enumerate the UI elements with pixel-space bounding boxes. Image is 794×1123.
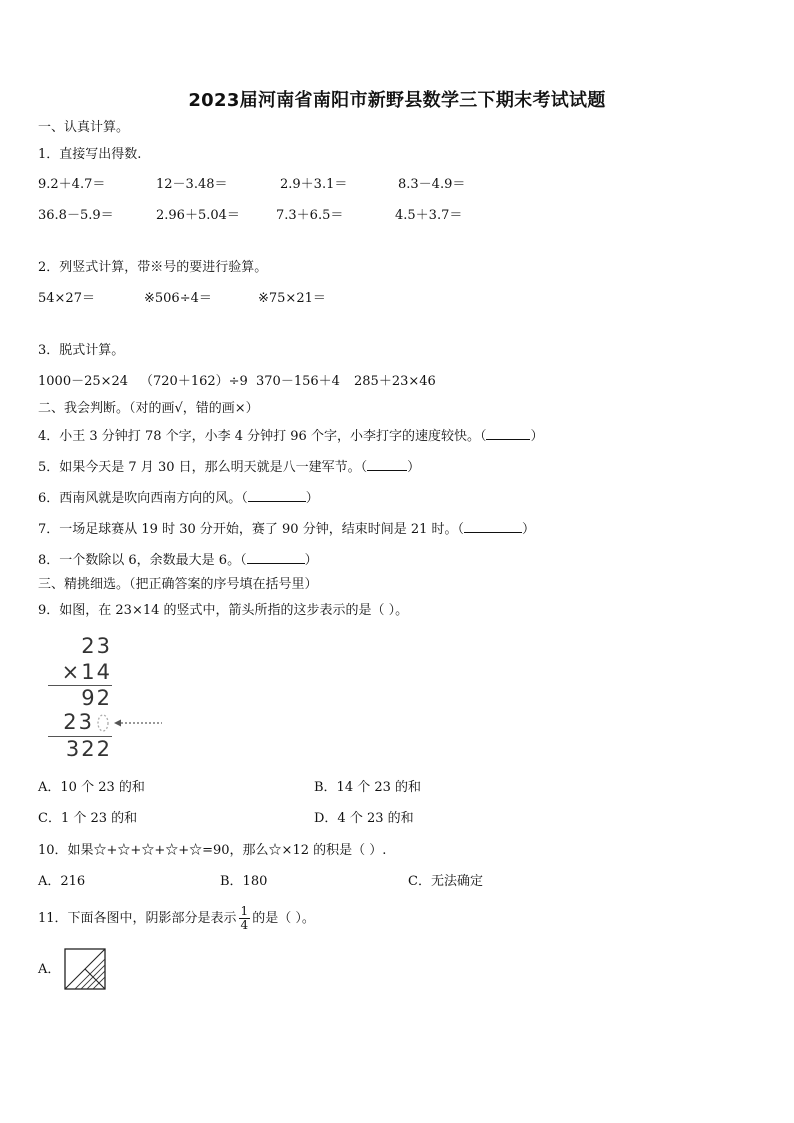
question-10: 10．如果☆+☆+☆+☆+☆=90，那么☆×12 的积是（ ）. [38,843,387,858]
page-title: 2023届河南省南阳市新野县数学三下期末考试试题 [188,90,606,111]
q10-option-b[interactable]: B．180 [220,874,268,889]
q10-option-c[interactable]: C．无法确定 [408,874,483,889]
close-paren: ） [305,491,319,506]
q11-option-a-label[interactable]: A． [38,962,61,977]
figure-row-multiplicand: 23 [81,634,112,658]
close-paren: ） [530,429,544,444]
question-11-text: 11．下面各图中，阴影部分是表示 [38,911,237,926]
figure-row-partial-1: 92 [81,686,112,710]
question-6 [38,489,319,507]
question-11-text-end: 的是（ ）。 [252,911,315,926]
fraction-numerator: 1 [240,904,249,918]
question-8-text: 8．一个数除以 6，余数最大是 6。（ [38,553,247,568]
q3-item: 1000－25×24 [38,374,129,389]
question-5-text: 5．如果今天是 7 月 30 日，那么明天就是八一建军节。（ [38,460,368,475]
close-paren: ） [522,522,536,537]
section-2-heading: 二、我会判断。（对的画√，错的画×） [38,401,259,416]
q1-item: 7.3＋6.5＝ [276,208,344,223]
q1-item: 9.2＋4.7＝ [38,177,106,192]
q3-item: （720＋162）÷9 [140,374,248,389]
q1-item: 4.5＋3.7＝ [395,208,463,223]
q10-option-a[interactable]: A．216 [38,874,86,889]
figure-row-partial-2: 23 [63,710,94,734]
question-6-text: 6．西南风就是吹向西南方向的风。（ [38,491,248,506]
answer-blank[interactable] [367,458,407,471]
q9-option-a[interactable]: A．10 个 23 的和 [38,780,145,795]
vertical-multiplication-figure [44,634,174,764]
figure-row-multiplier: ×14 [61,660,112,684]
close-paren: ） [407,460,421,475]
dotted-zero-and-arrow-icon [94,710,174,736]
close-paren: ） [304,553,318,568]
question-4-text: 4．小王 3 分钟打 78 个字，小李 4 分钟打 96 个字，小李打字的速度较快。（ [38,429,487,444]
question-3: 3．脱式计算。 [38,343,125,358]
answer-blank[interactable] [247,551,305,564]
question-11 [38,902,315,936]
q3-item: 285＋23×46 [354,374,436,389]
q1-item: 2.9＋3.1＝ [280,177,348,192]
question-2: 2．列竖式计算，带※号的要进行验算。 [38,260,268,275]
q1-item: 36.8－5.9＝ [38,208,114,223]
q3-item: 370－156＋4 [256,374,340,389]
question-7-text: 7．一场足球赛从 19 时 30 分开始，赛了 90 分钟，结束时间是 21 时。（ [38,522,464,537]
q9-option-d[interactable]: D．4 个 23 的和 [314,811,414,826]
question-7 [38,520,535,538]
fraction-denominator: 4 [240,918,249,932]
q9-option-b[interactable]: B．14 个 23 的和 [314,780,422,795]
q1-item: 8.3－4.9＝ [398,177,466,192]
question-5 [38,458,420,476]
q2-item: 54×27＝ [38,291,95,306]
fraction-one-quarter [239,905,251,932]
q2-item: ※75×21＝ [258,291,326,306]
shaded-square-figure-icon[interactable] [64,948,106,990]
section-1-heading: 一、认真计算。 [38,120,130,135]
question-1: 1．直接写出得数. [38,147,142,162]
figure-row-result: 322 [65,737,112,761]
question-9: 9．如图，在 23×14 的竖式中，箭头所指的这步表示的是（ ）。 [38,603,409,618]
question-4 [38,427,543,445]
answer-blank[interactable] [464,520,522,533]
answer-blank[interactable] [486,427,530,440]
q1-item: 12－3.48＝ [156,177,228,192]
q1-item: 2.96＋5.04＝ [156,208,240,223]
q2-item: ※506÷4＝ [144,291,212,306]
question-8 [38,551,318,569]
section-3-heading: 三、精挑细选。（把正确答案的序号填在括号里） [38,577,318,592]
q9-option-c[interactable]: C．1 个 23 的和 [38,811,138,826]
answer-blank[interactable] [248,489,306,502]
